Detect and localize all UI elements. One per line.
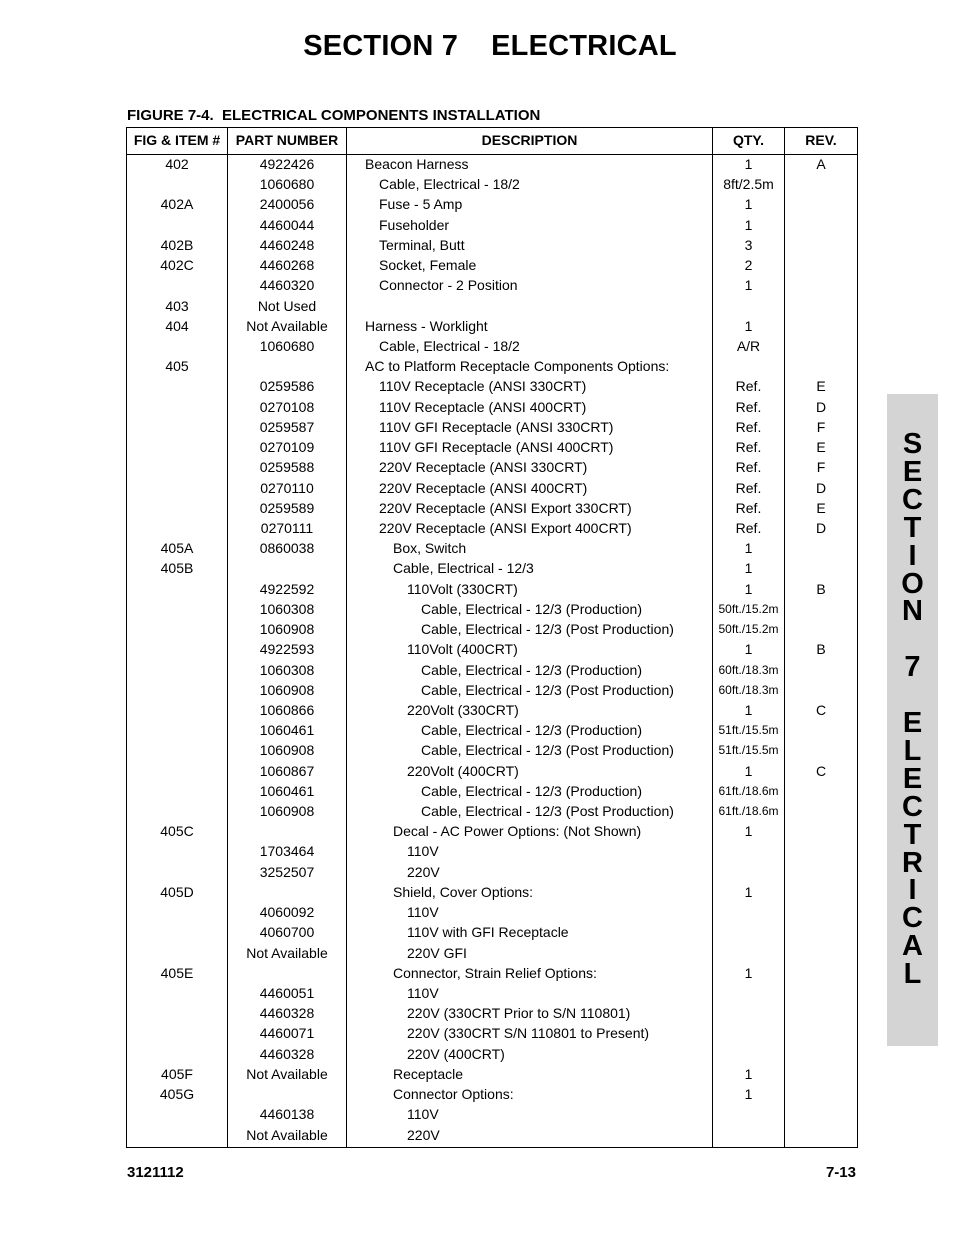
table-row	[127, 983, 857, 1003]
description-cell: 110V	[407, 1106, 439, 1123]
table-row	[127, 963, 857, 983]
table-row	[127, 154, 857, 174]
table-row	[127, 922, 857, 942]
table-row	[127, 1023, 857, 1043]
description-cell: Shield, Cover Options:	[393, 883, 534, 900]
side-tab-letter: C	[902, 483, 923, 516]
part-number-cell: 1060867	[259, 762, 315, 779]
part-number-cell: 4060092	[259, 904, 315, 921]
side-tab-letter: I	[908, 539, 917, 572]
description-cell: 110V Receptacle (ANSI 330CRT)	[379, 378, 587, 395]
description-cell: Cable, Electrical - 12/3 (Production)	[421, 661, 642, 678]
description-cell: 220Volt (400CRT)	[407, 762, 519, 779]
description-cell: 220V	[407, 1126, 440, 1143]
part-number-cell: 0259586	[259, 378, 315, 395]
rev-cell: B	[816, 641, 826, 658]
figure-title: FIGURE 7-4. ELECTRICAL COMPONENTS INSTALLATION	[127, 107, 541, 124]
table-row	[127, 194, 857, 214]
part-number-cell: 4460328	[259, 1045, 315, 1062]
description-cell: 220V Receptacle (ANSI 330CRT)	[379, 459, 588, 476]
table-row	[127, 518, 857, 538]
rev-cell: B	[816, 580, 826, 597]
fig-cell: 402	[165, 156, 189, 172]
qty-cell: 1	[744, 823, 753, 840]
part-number-cell: Not Available	[246, 317, 328, 334]
part-number-cell: 4460138	[259, 1106, 315, 1123]
description-cell: Cable, Electrical - 18/2	[379, 176, 520, 193]
part-number-cell: 0270108	[259, 398, 315, 415]
table-row	[127, 417, 857, 437]
table-row	[127, 275, 857, 295]
part-number-cell: 0270111	[260, 519, 314, 536]
description-cell: 110V	[407, 985, 439, 1002]
table-row	[127, 498, 857, 518]
table-row	[127, 680, 857, 700]
fig-cell: 405A	[160, 540, 194, 557]
table-row	[127, 235, 857, 255]
page-number: 7-13	[825, 1164, 856, 1181]
qty-cell: 1	[744, 277, 753, 294]
side-tab-letter: S	[902, 428, 923, 460]
part-number-cell: 4460248	[259, 236, 315, 253]
fig-cell: 405G	[159, 1086, 195, 1103]
part-number-cell: 2400056	[259, 196, 315, 213]
qty-cell: 3	[744, 236, 753, 253]
qty-cell: 1	[744, 964, 753, 981]
qty-cell: 1	[744, 1086, 753, 1103]
part-number-cell: Not Used	[257, 297, 317, 314]
side-tab-letter: L	[903, 734, 922, 767]
description-cell: Cable, Electrical - 12/3 (Production)	[421, 600, 642, 617]
header-description: DESCRIPTION	[481, 132, 578, 148]
rev-cell: F	[816, 459, 826, 476]
rev-cell: E	[816, 378, 826, 395]
description-cell: Harness - Worklight	[365, 317, 488, 334]
part-number-cell: 0860038	[259, 540, 315, 557]
side-tab-letter: T	[903, 511, 922, 544]
description-cell: 220V (400CRT)	[407, 1045, 505, 1062]
side-tab-letter: E	[902, 762, 923, 795]
table-row	[127, 376, 857, 396]
table-row	[127, 579, 857, 599]
description-cell: AC to Platform Receptacle Components Options:	[365, 358, 670, 375]
side-tab-letter: N	[902, 595, 923, 628]
part-number-cell: 0270109	[259, 439, 315, 456]
fig-cell: 402B	[160, 236, 194, 253]
description-cell: Socket, Female	[379, 257, 477, 274]
part-number-cell: 1060461	[259, 782, 315, 799]
part-number-cell: 1060908	[259, 742, 315, 759]
part-number-cell: 1703464	[259, 843, 315, 860]
qty-cell: Ref.	[735, 479, 762, 496]
rev-cell: D	[815, 479, 827, 496]
part-number-cell: Not Available	[246, 1065, 328, 1082]
side-tab-letter: I	[908, 874, 917, 907]
table-row	[127, 1084, 857, 1104]
fig-cell: 405E	[160, 964, 194, 981]
qty-cell: 1	[744, 156, 753, 172]
description-cell: 220V (330CRT Prior to S/N 110801)	[407, 1005, 631, 1022]
part-number-cell: 0259589	[259, 499, 315, 516]
qty-cell: Ref.	[735, 459, 762, 476]
table-row	[127, 619, 857, 639]
header-qty: QTY.	[732, 132, 765, 148]
table-row	[127, 599, 857, 619]
table-row	[127, 316, 857, 336]
fig-cell: 404	[165, 317, 189, 334]
qty-cell: 1	[744, 762, 753, 779]
description-cell: 220Volt (330CRT)	[407, 701, 519, 718]
part-number-cell: 1060461	[259, 722, 315, 739]
qty-cell: 1	[744, 540, 753, 557]
part-number-cell: 1060908	[259, 803, 315, 820]
table-row	[127, 841, 857, 861]
description-cell: Cable, Electrical - 12/3 (Production)	[421, 782, 642, 799]
qty-cell: 1	[744, 560, 753, 577]
table-row	[127, 478, 857, 498]
table-row	[127, 1064, 857, 1084]
header-fig-item: FIG & ITEM #	[133, 132, 221, 148]
document-number: 3121112	[127, 1164, 184, 1181]
qty-cell: Ref.	[735, 398, 762, 415]
table-row	[127, 255, 857, 275]
table-row	[127, 761, 857, 781]
qty-cell: 60ft./18.3m	[718, 662, 779, 677]
description-cell: 110V GFI Receptacle (ANSI 330CRT)	[379, 418, 614, 435]
table-row	[127, 356, 857, 376]
rev-cell: E	[816, 499, 826, 516]
description-cell: Cable, Electrical - 12/3 (Production)	[421, 722, 642, 739]
description-cell: Cable, Electrical - 12/3 (Post Production)	[421, 803, 674, 820]
description-cell: Cable, Electrical - 18/2	[379, 337, 520, 354]
rev-cell: F	[816, 418, 826, 435]
side-tab-letter: R	[902, 846, 923, 879]
side-tab-letter: E	[902, 455, 923, 488]
description-cell: Cable, Electrical - 12/3 (Post Production)	[421, 621, 674, 638]
description-cell: Fuseholder	[379, 216, 450, 233]
table-row	[127, 740, 857, 760]
side-tab-letter: E	[902, 707, 923, 739]
table-row	[127, 801, 857, 821]
description-cell: Cable, Electrical - 12/3	[393, 560, 534, 577]
table-row	[127, 639, 857, 659]
header-rev: REV.	[805, 132, 837, 148]
fig-cell: 405F	[161, 1065, 193, 1082]
parts-table	[126, 127, 858, 1148]
table-row	[127, 437, 857, 457]
part-number-cell: 4460268	[259, 257, 315, 274]
part-number-cell: 1060908	[259, 621, 315, 638]
qty-cell: 50ft./15.2m	[718, 601, 779, 616]
table-row	[127, 943, 857, 963]
description-cell: 220V Receptacle (ANSI Export 400CRT)	[379, 519, 632, 536]
table-row	[127, 558, 857, 578]
fig-cell: 405C	[160, 823, 194, 840]
table-row	[127, 397, 857, 417]
table-row	[127, 457, 857, 477]
rev-cell: A	[816, 156, 826, 172]
part-number-cell: 4460328	[259, 1005, 315, 1022]
table-row	[127, 215, 857, 235]
part-number-cell: 0259587	[259, 418, 315, 435]
fig-cell: 402C	[160, 257, 194, 274]
description-cell: Connector Options:	[393, 1086, 514, 1103]
part-number-cell: 0259588	[259, 459, 315, 476]
qty-cell: 1	[744, 216, 753, 233]
description-cell: Cable, Electrical - 12/3 (Post Production)	[421, 681, 674, 698]
part-number-cell: 0270110	[260, 479, 314, 496]
table-row	[127, 660, 857, 680]
part-number-cell: Not Available	[246, 1126, 328, 1143]
table-row	[127, 882, 857, 902]
fig-cell: 403	[165, 297, 189, 314]
fig-cell: 405B	[160, 560, 194, 577]
qty-cell: 2	[744, 257, 753, 274]
fig-cell: 405	[165, 358, 189, 375]
section-side-tab	[887, 394, 938, 1046]
qty-cell: 1	[744, 1065, 753, 1082]
qty-cell: 60ft./18.3m	[718, 682, 779, 697]
part-number-cell: 4460051	[259, 985, 315, 1002]
table-row	[127, 781, 857, 801]
description-cell: 110V Receptacle (ANSI 400CRT)	[379, 398, 587, 415]
description-cell: 110Volt (400CRT)	[407, 641, 518, 658]
fig-cell: 405D	[160, 883, 194, 900]
part-number-cell: 4922426	[259, 156, 315, 172]
description-cell: 110V	[407, 843, 439, 860]
table-row	[127, 336, 857, 356]
part-number-cell: 1060866	[259, 701, 315, 718]
description-cell: 110V GFI Receptacle (ANSI 400CRT)	[379, 439, 614, 456]
description-cell: Connector - 2 Position	[379, 277, 518, 294]
qty-cell: 1	[744, 196, 753, 213]
description-cell: Decal - AC Power Options: (Not Shown)	[393, 823, 642, 840]
table-row	[127, 538, 857, 558]
part-number-cell: 3252507	[259, 863, 315, 880]
part-number-cell: 4060700	[259, 924, 315, 941]
description-cell: Connector, Strain Relief Options:	[393, 964, 597, 981]
table-row	[127, 296, 857, 316]
qty-cell: 50ft./15.2m	[718, 622, 779, 637]
part-number-cell: 4922593	[259, 641, 315, 658]
qty-cell: 1	[744, 641, 753, 658]
description-cell: 220V GFI	[407, 944, 467, 961]
part-number-cell: 4460320	[259, 277, 315, 294]
qty-cell: 61ft./18.6m	[718, 804, 779, 819]
table-row	[127, 720, 857, 740]
part-number-cell: 4460044	[259, 216, 315, 233]
table-row	[127, 1003, 857, 1023]
rev-cell: D	[815, 398, 827, 415]
table-row	[127, 1044, 857, 1064]
qty-cell: Ref.	[735, 519, 762, 536]
part-number-cell: 4922592	[259, 580, 315, 597]
rev-cell: D	[815, 519, 827, 536]
rev-cell: E	[816, 439, 826, 456]
qty-cell: Ref.	[735, 418, 762, 435]
table-row	[127, 174, 857, 194]
qty-cell: 1	[744, 317, 753, 334]
side-tab-letter: L	[903, 958, 922, 991]
table-row	[127, 1125, 857, 1145]
qty-cell: Ref.	[735, 499, 762, 516]
part-number-cell: 4460071	[259, 1025, 315, 1042]
qty-cell: 8ft/2.5m	[723, 176, 774, 193]
fig-cell: 402A	[160, 196, 194, 213]
part-number-cell: 1060908	[259, 681, 315, 698]
description-cell: Terminal, Butt	[379, 236, 465, 253]
qty-cell: Ref.	[735, 439, 762, 456]
qty-cell: A/R	[736, 337, 761, 354]
side-tab-letter: T	[903, 818, 922, 851]
description-cell: 220V Receptacle (ANSI 400CRT)	[379, 479, 588, 496]
description-cell: 220V Receptacle (ANSI Export 330CRT)	[379, 499, 632, 516]
qty-cell: 1	[744, 580, 753, 597]
description-cell: Receptacle	[393, 1065, 464, 1082]
description-cell: 220V	[407, 863, 440, 880]
side-tab-letter: C	[902, 902, 923, 935]
part-number-cell: 1060680	[259, 176, 315, 193]
header-part-number: PART NUMBER	[235, 132, 339, 148]
qty-cell: Ref.	[735, 378, 762, 395]
side-tab-letter: 7	[904, 651, 921, 684]
side-tab-letter: O	[901, 567, 924, 600]
table-row	[127, 700, 857, 720]
qty-cell: 1	[744, 701, 753, 718]
side-tab-letter: C	[902, 790, 923, 823]
rev-cell: C	[815, 701, 827, 718]
part-number-cell: 1060680	[259, 337, 315, 354]
qty-cell: 61ft./18.6m	[718, 783, 779, 798]
rev-cell: C	[815, 762, 827, 779]
table-row	[127, 1104, 857, 1124]
side-tab-letter: A	[902, 930, 923, 963]
description-cell: Box, Switch	[393, 540, 467, 557]
part-number-cell: 1060308	[259, 661, 315, 678]
table-row	[127, 902, 857, 922]
table-row	[127, 862, 857, 882]
description-cell: 220V (330CRT S/N 110801 to Present)	[407, 1025, 650, 1042]
qty-cell: 51ft./15.5m	[718, 723, 779, 738]
description-cell: Fuse - 5 Amp	[379, 196, 463, 213]
part-number-cell: Not Available	[246, 944, 328, 961]
description-cell: Beacon Harness	[365, 156, 469, 172]
part-number-cell: 1060308	[259, 600, 315, 617]
description-cell: 110V with GFI Receptacle	[407, 924, 569, 941]
table-row	[127, 821, 857, 841]
section-title: SECTION 7 ELECTRICAL	[303, 30, 677, 62]
description-cell: 110Volt (330CRT)	[407, 580, 518, 597]
qty-cell: 51ft./15.5m	[718, 743, 779, 758]
description-cell: 110V	[407, 904, 439, 921]
qty-cell: 1	[744, 883, 753, 900]
description-cell: Cable, Electrical - 12/3 (Post Production)	[421, 742, 674, 759]
